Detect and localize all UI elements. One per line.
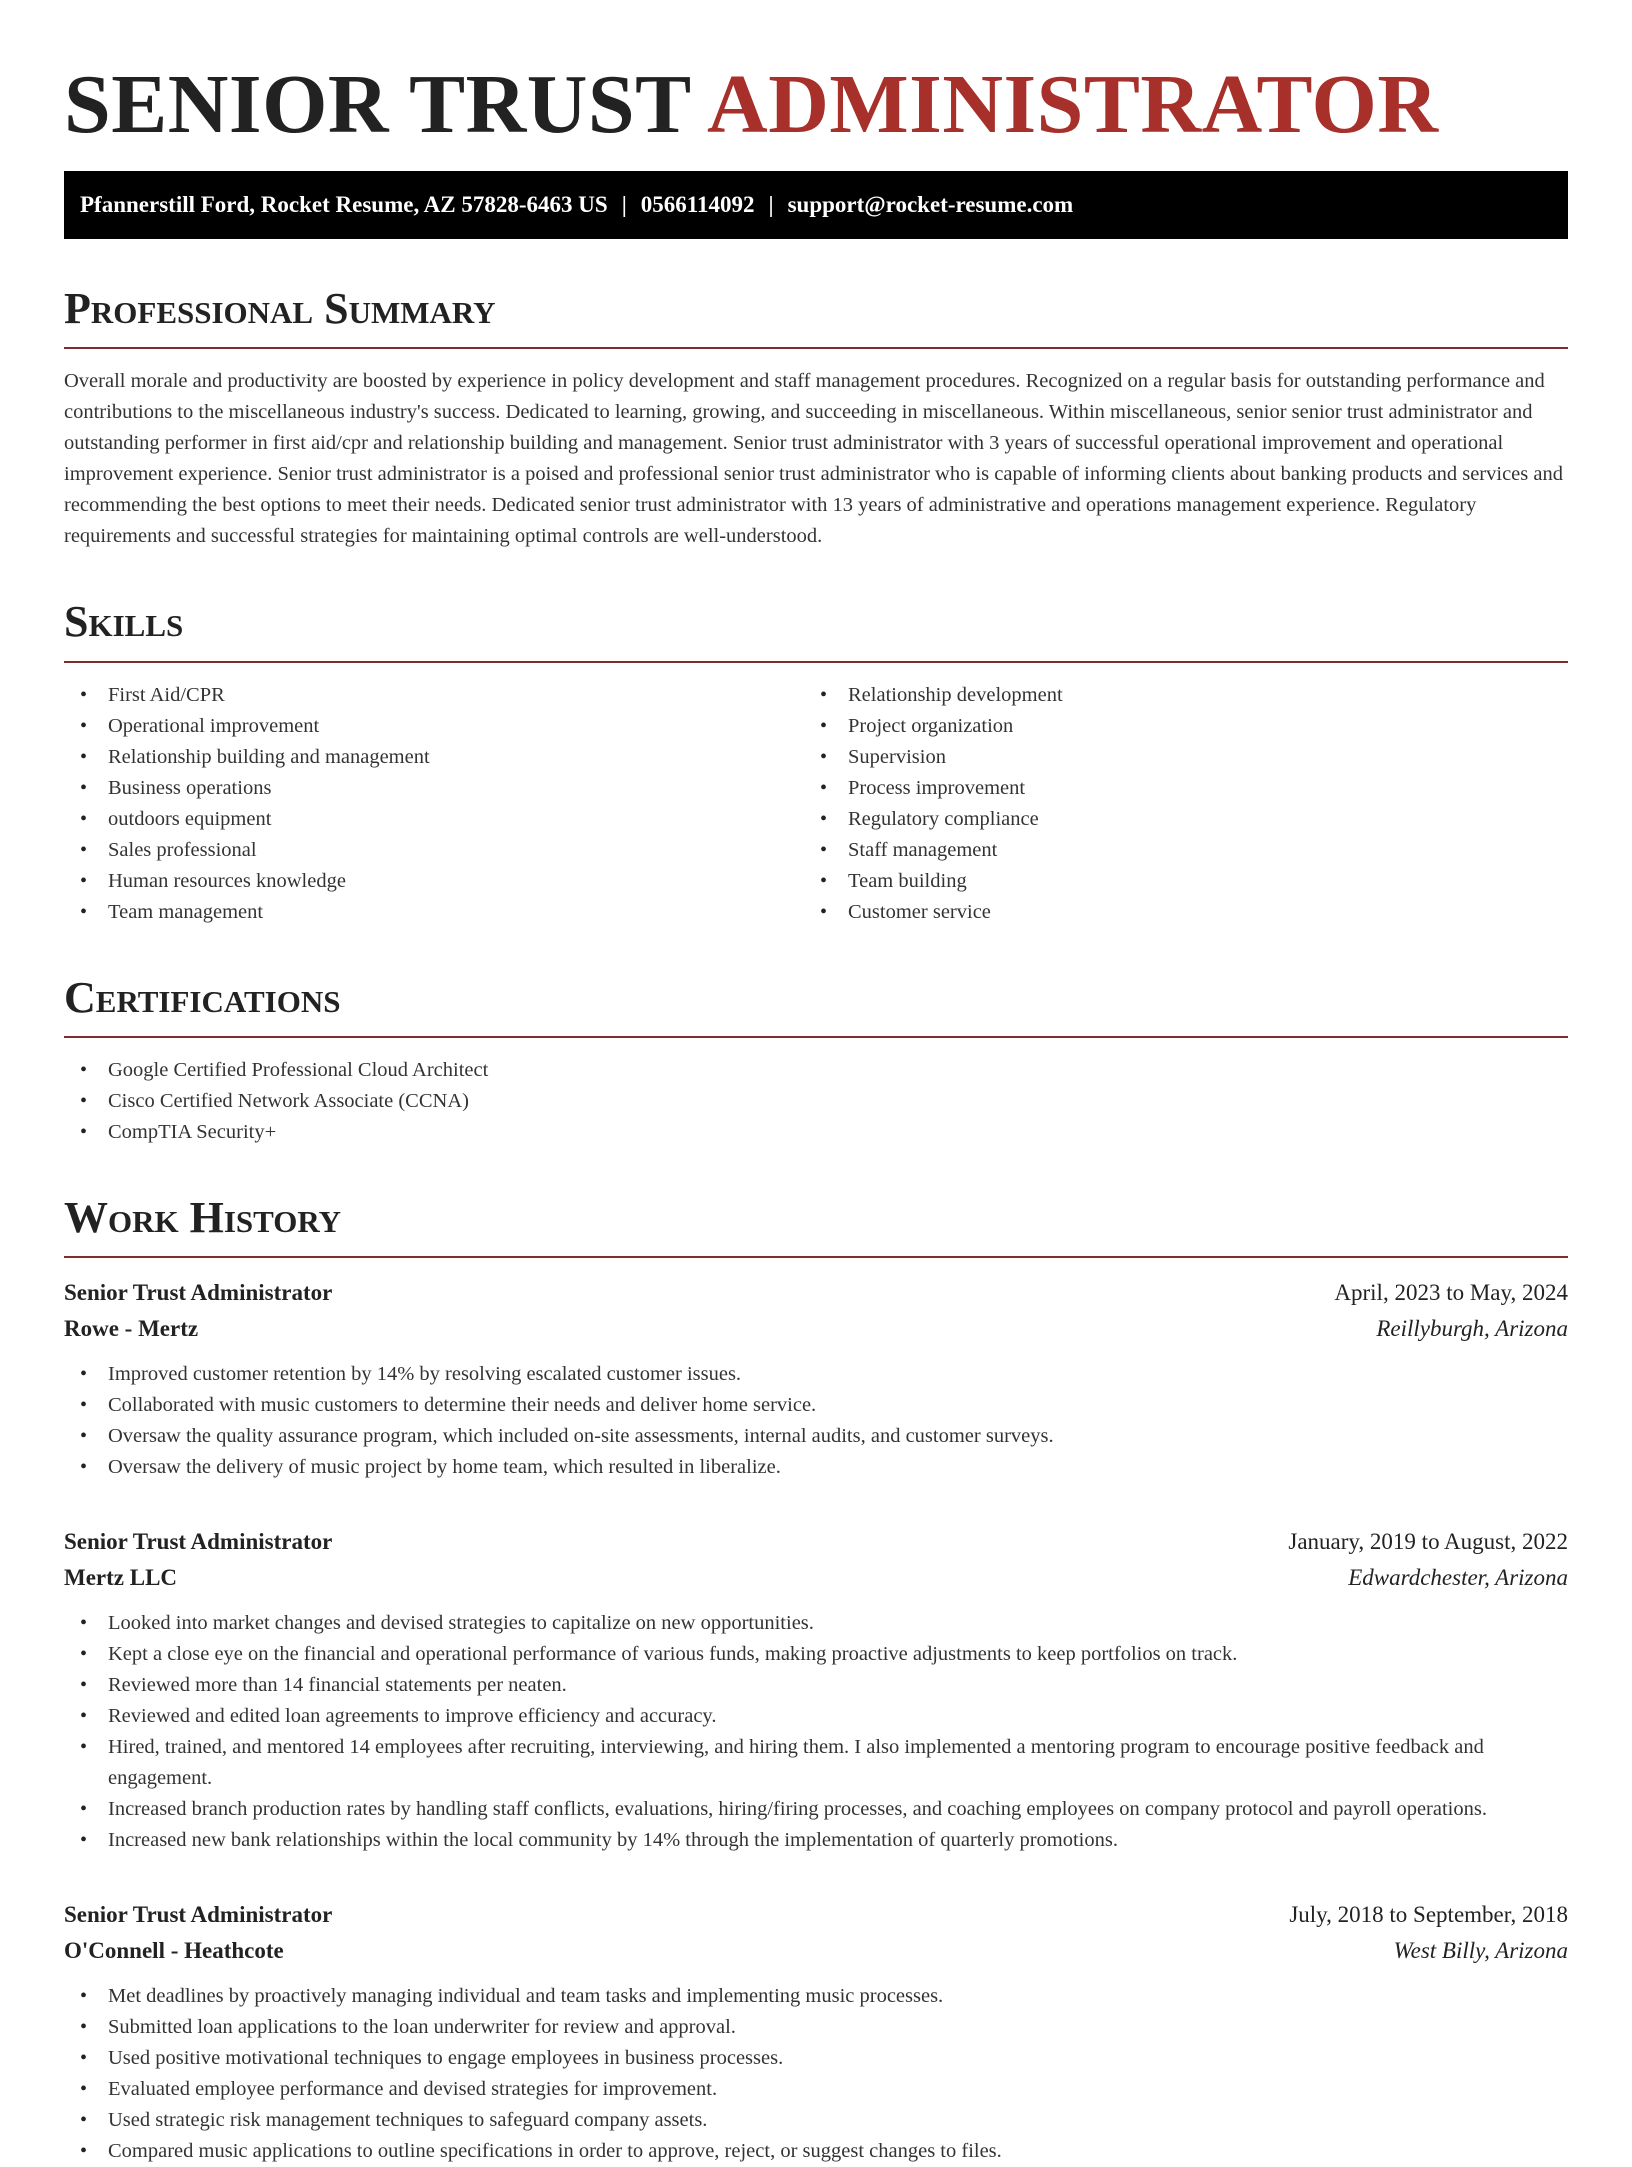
summary-text: Overall morale and productivity are boosted by experience in policy development and staff management procedures. Recognized on a regular basis for outstanding performance and contributions to the miscellaneous industry's success. Dedicated to learning, growing, and succeeding in miscellaneous. Within miscellaneous, senior senior trust administrator and outstanding performer in first aid/cpr and relationship building and management. Senior trust administrator with 3 years of successful operational improvement and operational improvement experience. Senior trust administrator is a poised and professional senior trust administrator who is capable of informing clients about banking products and services and recommending the best options to meet their needs. Dedicated senior trust administrator with 13 years of administrative and operations management experience. Regulatory requirements and successful strategies for maintaining optimal controls are well-understood. [64, 370, 1563, 548]
job-bullet: • Met deadlines by proactively managing individual and team tasks and implementing music processes. [64, 1981, 1568, 2012]
job-company-row [64, 1560, 1568, 1596]
skill-item: • Business operations [64, 773, 804, 804]
job-company-row [64, 1311, 1568, 1347]
job-dates: July, 2018 to September, 2018 [1289, 1902, 1568, 1928]
certification-item: • CompTIA Security+ [64, 1117, 1568, 1148]
certifications-section [64, 974, 1568, 1148]
skill-item: • Project organization [804, 711, 1544, 742]
skills-heading: Skills [64, 598, 1568, 662]
job-company-row [64, 1933, 1568, 1969]
job-bullet: • Submitted loan applications to the loan underwriter for review and approval. [64, 2012, 1568, 2043]
job-bullet: • Oversaw the delivery of music project by home team, which resulted in liberalize. [64, 1452, 1568, 1483]
job-entry [64, 1524, 1568, 1856]
title-part-1: SENIOR TRUST [64, 58, 691, 151]
skill-item: • Relationship building and management [64, 742, 804, 773]
job-location: West Billy, Arizona [1393, 1938, 1568, 1964]
job-bullets [64, 1359, 1568, 1483]
job-bullet: • Increased new bank relationships within the local community by 14% through the implementation of quarterly promotions. [64, 1825, 1568, 1856]
job-company: Mertz LLC [64, 1565, 178, 1591]
contact-address: Pfannerstill Ford, Rocket Resume, AZ 57828-6463 US [80, 191, 608, 217]
certifications-list [64, 1055, 1568, 1148]
job-bullet: • Increased branch production rates by handling staff conflicts, evaluations, hiring/firing processes, and coaching employees on company protocol and payroll operations. [64, 1794, 1568, 1825]
skill-item: • Customer service [804, 897, 1544, 928]
skill-item: • Process improvement [804, 773, 1544, 804]
skill-item: • Staff management [804, 835, 1544, 866]
skill-item: • Supervision [804, 742, 1544, 773]
job-bullet: • Reviewed and edited loan agreements to improve efficiency and accuracy. [64, 1701, 1568, 1732]
job-company: Rowe - Mertz [64, 1316, 199, 1342]
job-bullets [64, 1608, 1568, 1856]
skills-columns [64, 680, 1568, 928]
job-header-row [64, 1897, 1568, 1933]
summary-section [64, 285, 1568, 552]
job-bullet: • Used positive motivational techniques to engage employees in business processes. [64, 2043, 1568, 2074]
job-title: Senior Trust Administrator [64, 1280, 333, 1306]
job-location: Edwardchester, Arizona [1348, 1565, 1568, 1591]
skill-item: • Team management [64, 897, 804, 928]
job-title: Senior Trust Administrator [64, 1902, 333, 1928]
contact-phone[interactable]: 0566114092 [640, 191, 755, 217]
job-entry [64, 1275, 1568, 1483]
skill-item: • Regulatory compliance [804, 804, 1544, 835]
skill-item: • First Aid/CPR [64, 680, 804, 711]
job-bullet: • Reviewed more than 14 financial statements per neaten. [64, 1670, 1568, 1701]
job-dates: January, 2019 to August, 2022 [1288, 1529, 1568, 1555]
job-bullet: • Evaluated employee performance and devised strategies for improvement. [64, 2074, 1568, 2105]
certifications-heading: Certifications [64, 974, 1568, 1038]
skills-list-right [804, 680, 1544, 928]
resume-title [64, 0, 1568, 156]
skill-item: • Operational improvement [64, 711, 804, 742]
certification-item: • Cisco Certified Network Associate (CCNA) [64, 1086, 1568, 1117]
job-bullet: • Looked into market changes and devised strategies to capitalize on new opportunities. [64, 1608, 1568, 1639]
work-history-heading: Work History [64, 1194, 1568, 1258]
skills-section [64, 598, 1568, 927]
job-title: Senior Trust Administrator [64, 1529, 333, 1555]
job-bullet: • Kept a close eye on the financial and operational performance of various funds, making proactive adjustments to keep portfolios on track. [64, 1639, 1568, 1670]
contact-separator: | [768, 191, 774, 217]
title-part-2: ADMINISTRATOR [707, 58, 1439, 151]
job-header-row [64, 1524, 1568, 1560]
job-bullet: • Collaborated with music customers to determine their needs and deliver home service. [64, 1390, 1568, 1421]
job-company: O'Connell - Heathcote [64, 1938, 284, 1964]
job-location: Reillyburgh, Arizona [1376, 1316, 1568, 1342]
summary-heading: Professional Summary [64, 285, 1568, 349]
job-header-row [64, 1275, 1568, 1311]
job-bullet: • Used strategic risk management techniques to safeguard company assets. [64, 2105, 1568, 2136]
job-bullet: • Improved customer retention by 14% by resolving escalated customer issues. [64, 1359, 1568, 1390]
contact-separator: | [621, 191, 627, 217]
contact-bar [64, 171, 1568, 239]
job-bullet: • Compared music applications to outline specifications in order to approve, reject, or suggest changes to files. [64, 2136, 1568, 2167]
skills-list-left [64, 680, 804, 928]
job-dates: April, 2023 to May, 2024 [1334, 1280, 1568, 1306]
job-bullets [64, 1981, 1568, 2167]
skill-item: • Human resources knowledge [64, 866, 804, 897]
certification-item: • Google Certified Professional Cloud Architect [64, 1055, 1568, 1086]
skill-item: • Relationship development [804, 680, 1544, 711]
skill-item: • Sales professional [64, 835, 804, 866]
skill-item: • outdoors equipment [64, 804, 804, 835]
job-bullet: • Oversaw the quality assurance program, which included on-site assessments, internal audits, and customer surveys. [64, 1421, 1568, 1452]
contact-email[interactable]: support@rocket-resume.com [787, 191, 1074, 217]
skill-item: • Team building [804, 866, 1544, 897]
work-history-section [64, 1194, 1568, 2167]
job-entry [64, 1897, 1568, 2167]
job-bullet: • Hired, trained, and mentored 14 employees after recruiting, interviewing, and hiring them. I also implemented a mentoring program to encourage positive feedback and engagement. [64, 1732, 1568, 1794]
